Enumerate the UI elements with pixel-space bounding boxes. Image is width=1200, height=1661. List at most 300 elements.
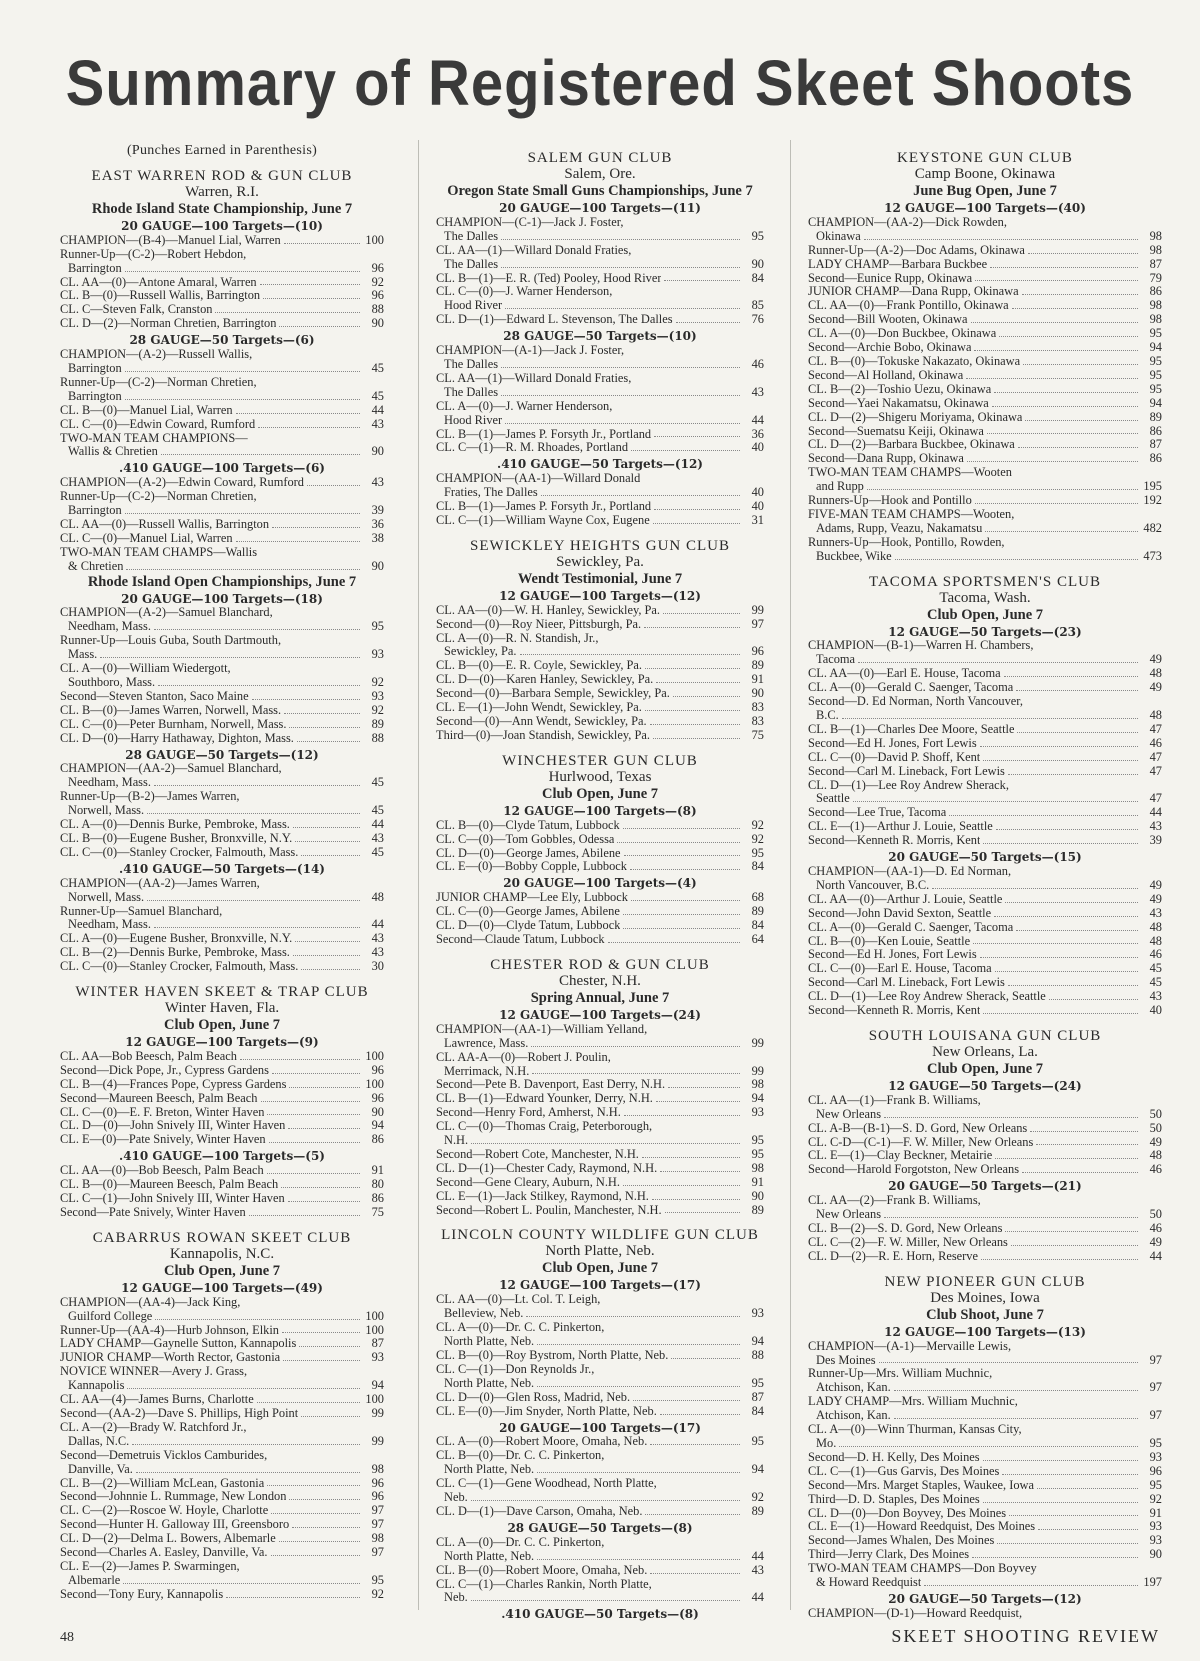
dot-leader: [284, 243, 360, 244]
dot-leader: [267, 1173, 360, 1174]
result-text: LADY CHAMP—Mrs. William Muchnic,: [808, 1395, 1018, 1409]
result-row: [60, 946, 384, 960]
result-text: CL. C—(0)—Edwin Coward, Rumford: [60, 417, 256, 431]
result-text: Okinawa: [816, 229, 861, 243]
score: 97: [1149, 1408, 1162, 1423]
dot-leader: [663, 613, 740, 614]
column-divider: [418, 140, 419, 1610]
result-row: [808, 550, 1162, 564]
score: 40: [751, 440, 764, 455]
result-row: [436, 659, 764, 673]
score: 93: [1149, 1519, 1162, 1534]
result-text: CHAMPION—(A-2)—Samuel Blanchard,: [60, 606, 273, 620]
result-row: [60, 1106, 384, 1120]
result-text: Second—Dick Pope, Jr., Cypress Gardens: [60, 1063, 269, 1077]
club-location: Chester, N.H.: [559, 972, 641, 989]
score: 46: [1149, 1221, 1162, 1235]
score: 89: [751, 1202, 764, 1217]
score: 49: [1149, 891, 1162, 906]
result-row: [808, 258, 1162, 272]
score: 96: [1149, 1463, 1162, 1478]
dot-leader: [981, 1259, 1138, 1260]
dot-leader: [645, 1514, 740, 1515]
dot-leader: [282, 1332, 360, 1333]
score: 44: [751, 412, 764, 427]
result-text: Runner-Up—(C-2)—Robert Hebdon,: [60, 247, 247, 261]
result-text: CL. D—(2)—R. E. Horn, Reserve: [808, 1249, 978, 1263]
result-row: [808, 230, 1162, 244]
result-text: Runner-Up—Louis Guba, South Dartmouth,: [60, 634, 282, 648]
result-row: [808, 1507, 1162, 1521]
result-row: [436, 891, 764, 905]
result-row: [60, 606, 384, 620]
result-row: [60, 918, 384, 932]
club-location: Winter Haven, Fla.: [164, 1000, 280, 1017]
result-text: Runner-Up—(C-2)—Norman Chretien,: [60, 375, 257, 389]
score: 90: [1149, 1547, 1162, 1562]
result-row: [60, 832, 384, 846]
result-text: CL. E—(0)—Bobby Copple, Lubbock: [436, 860, 628, 874]
score: 49: [1149, 680, 1162, 695]
result-row: [436, 1065, 764, 1079]
result-text: Mass.: [68, 648, 98, 662]
score: 99: [371, 1433, 384, 1448]
dot-leader: [125, 371, 360, 372]
dot-leader: [1004, 676, 1138, 677]
result-text: CL. A—(0)—Dr. C. C. Pinkerton,: [436, 1321, 605, 1335]
result-row: [808, 285, 1162, 299]
score: 95: [371, 1572, 384, 1587]
result-row: [60, 846, 384, 860]
result-text: CL. C—(0)—Tom Gobbles, Odessa: [436, 832, 615, 846]
result-row: [808, 792, 1162, 806]
score: 94: [751, 1334, 764, 1349]
score: 95: [751, 1375, 764, 1390]
score: 44: [751, 1590, 764, 1605]
result-row: [60, 704, 384, 718]
result-text: Neb.: [444, 1491, 468, 1505]
result-text: Fraties, The Dalles: [444, 486, 538, 500]
result-text: CL. AA—(0)—Frank Pontillo, Okinawa: [808, 299, 1009, 313]
score: 43: [371, 830, 384, 845]
result-row: [808, 976, 1162, 990]
score: 98: [371, 1531, 384, 1546]
score: 45: [371, 803, 384, 818]
result-text: CL. B—(1)—E. R. (Ted) Pooley, Hood River: [436, 271, 662, 285]
result-row: [808, 948, 1162, 962]
result-row: [808, 425, 1162, 439]
score: 96: [371, 1062, 384, 1077]
score: 90: [371, 444, 384, 459]
gauge-heading: 12 GAUGE—100 Targets—(12): [499, 588, 701, 603]
dot-leader: [249, 1215, 360, 1216]
result-row: [808, 709, 1162, 723]
score: 91: [751, 1174, 764, 1189]
result-row: [436, 905, 764, 919]
result-text: Second—D. Ed Norman, North Vancouver,: [808, 695, 1024, 709]
result-row: [436, 847, 764, 861]
result-row: [60, 1407, 384, 1421]
result-text: CL. B—(0)—Maureen Beesch, Palm Beach: [60, 1178, 279, 1192]
dot-leader: [623, 1185, 740, 1186]
result-text: CHAMPION—(A-1)—Mervaille Lewis,: [808, 1339, 1012, 1353]
dot-leader: [136, 1472, 360, 1473]
result-text: CL. C—(1)—Gus Garvis, Des Moines: [808, 1464, 1000, 1478]
score: 95: [1149, 353, 1162, 368]
result-text: Third—D. D. Staples, Des Moines: [808, 1492, 980, 1506]
result-row: [808, 216, 1162, 230]
event-title: Oregon State Small Guns Championships, June 7: [447, 183, 753, 199]
intro-note: (Punches Earned in Parenthesis): [126, 143, 318, 158]
result-text: North Platte, Neb.: [444, 1549, 535, 1563]
dot-leader: [623, 828, 740, 829]
result-text: Runner-Up—(AA-4)—Hurb Johnson, Elkin: [60, 1323, 279, 1337]
score: 99: [751, 1035, 764, 1050]
dot-leader: [650, 724, 740, 725]
result-row: [60, 620, 384, 634]
result-row: [808, 1208, 1162, 1222]
score: 48: [1149, 919, 1162, 934]
result-row: [436, 1092, 764, 1106]
dot-leader: [623, 914, 740, 915]
result-row: [436, 1148, 764, 1162]
score: 84: [751, 918, 764, 933]
result-row: [436, 400, 764, 414]
result-text: CL. C—(0)—Earl E. House, Tacoma: [808, 962, 992, 976]
result-text: Second—Carl M. Lineback, Fort Lewis: [808, 976, 1005, 990]
dot-leader: [505, 423, 740, 424]
dot-leader: [301, 1416, 360, 1417]
result-text: Belleview, Neb.: [444, 1307, 524, 1321]
result-row: [808, 779, 1162, 793]
gauge-heading: 20 GAUGE—50 Targets—(12): [888, 1591, 1082, 1606]
score: 100: [365, 1308, 384, 1323]
result-row: [436, 1293, 764, 1307]
result-text: CL. D—(0)—Glen Ross, Madrid, Neb.: [436, 1390, 631, 1404]
dot-leader: [471, 1143, 740, 1144]
dot-leader: [154, 785, 360, 786]
result-text: CL. AA—(2)—Frank B. Williams,: [808, 1194, 981, 1208]
result-row: [60, 776, 384, 790]
result-text: Second—Pate Snively, Winter Haven: [60, 1205, 246, 1219]
result-row: [436, 1120, 764, 1134]
result-row: [60, 248, 384, 262]
column-2: [436, 140, 764, 1621]
result-text: CL. A—(0)—Winn Thurman, Kansas City,: [808, 1423, 1022, 1437]
dot-leader: [307, 485, 360, 486]
result-text: Second—James Whalen, Des Moines: [808, 1534, 995, 1548]
result-text: Second—(0)—Roy Nieer, Pittsburgh, Pa.: [436, 617, 642, 631]
score: 99: [751, 602, 764, 617]
score: 92: [1149, 1491, 1162, 1506]
result-text: CL. AA—(0)—Lt. Col. T. Leigh,: [436, 1293, 601, 1307]
result-text: CHAMPION—(AA-1)—D. Ed Norman,: [808, 864, 1012, 878]
club-location: Kannapolis, N.C.: [169, 1245, 275, 1262]
dot-leader: [656, 1101, 740, 1102]
dot-leader: [997, 1543, 1138, 1544]
result-text: and Rupp: [816, 480, 864, 494]
result-row: [436, 414, 764, 428]
result-row: [60, 1192, 384, 1206]
result-row: [60, 690, 384, 704]
result-row: [60, 905, 384, 919]
result-row: [436, 244, 764, 258]
result-row: [808, 737, 1162, 751]
result-text: Needham, Mass.: [68, 776, 151, 790]
result-row: [808, 1562, 1162, 1576]
dot-leader: [505, 308, 740, 309]
club-name: WINCHESTER GUN CLUB: [502, 752, 698, 769]
result-text: CL. B—(1)—James P. Forsyth Jr., Portland: [436, 500, 652, 514]
result-row: [60, 532, 384, 546]
result-row: [436, 1051, 764, 1065]
score: 88: [751, 1348, 764, 1362]
result-text: CL. AA—(4)—James Burns, Charlotte: [60, 1393, 254, 1407]
result-text: Seattle: [816, 792, 850, 806]
dot-leader: [974, 350, 1138, 351]
dot-leader: [272, 527, 360, 528]
dot-leader: [983, 843, 1138, 844]
score: 89: [751, 1503, 764, 1518]
dot-leader: [215, 312, 360, 313]
score: 85: [751, 298, 764, 313]
score: 30: [371, 959, 384, 974]
result-row: [60, 1379, 384, 1393]
result-row: [436, 1578, 764, 1592]
dot-leader: [293, 955, 360, 956]
result-text: CL. B—(0)—Dr. C. C. Pinkerton,: [436, 1449, 605, 1463]
dot-leader: [853, 801, 1138, 802]
score: 36: [751, 426, 764, 441]
score: 43: [1149, 989, 1162, 1004]
score: 100: [365, 1048, 384, 1063]
dot-leader: [1016, 930, 1138, 931]
score: 99: [751, 1063, 764, 1078]
dot-leader: [1005, 1231, 1138, 1232]
score: 95: [371, 619, 384, 634]
gauge-heading: 20 GAUGE—50 Targets—(15): [888, 850, 1082, 865]
result-text: CL. AA—(0)—Antone Amaral, Warren: [60, 275, 257, 289]
dot-leader: [676, 322, 740, 323]
dot-leader: [252, 699, 360, 700]
result-text: Needham, Mass.: [68, 620, 151, 634]
result-text: Runners-Up—Hook and Pontillo: [808, 494, 972, 508]
dot-leader: [631, 900, 740, 901]
score: 90: [371, 1104, 384, 1119]
result-row: [60, 1310, 384, 1324]
result-row: [60, 1324, 384, 1338]
dot-leader: [541, 495, 740, 496]
result-row: [808, 1423, 1162, 1437]
result-text: CHAMPION—(C-1)—Jack J. Foster,: [436, 215, 624, 229]
result-row: [808, 667, 1162, 681]
result-row: [808, 1395, 1162, 1409]
result-text: Second—Eunice Rupp, Okinawa: [808, 271, 973, 285]
score: 49: [1149, 877, 1162, 892]
score: 94: [1149, 340, 1162, 355]
score: 43: [371, 945, 384, 960]
result-text: CL. D—(1)—Lee Roy Andrew Sherack,: [808, 778, 1009, 792]
dot-leader: [292, 1527, 360, 1528]
gauge-heading: 20 GAUGE—100 Targets—(10): [121, 218, 323, 233]
result-text: CL. E—(2)—James P. Swarmingen,: [60, 1559, 240, 1573]
dot-leader: [1037, 1488, 1138, 1489]
dot-leader: [257, 1402, 360, 1403]
result-row: [808, 1094, 1162, 1108]
result-text: Second—Claude Tatum, Lubbock: [436, 932, 605, 946]
score: 90: [371, 558, 384, 573]
result-row: [808, 1534, 1162, 1548]
result-row: [808, 1607, 1162, 1621]
score: 45: [1149, 975, 1162, 990]
result-text: & Chretien: [68, 559, 124, 573]
result-row: [436, 1321, 764, 1335]
result-text: CL. D—(0)—Harry Hathaway, Dighton, Mass.: [60, 731, 294, 745]
dot-leader: [617, 842, 740, 843]
dot-leader: [975, 280, 1138, 281]
result-row: [60, 1296, 384, 1310]
result-text: Second—Robert Cote, Manchester, N.H.: [436, 1147, 639, 1161]
dot-leader: [983, 1460, 1138, 1461]
dot-leader: [260, 284, 360, 285]
club-location: Sewickley, Pa.: [556, 553, 644, 570]
result-text: FIVE-MAN TEAM CHAMPS—Wooten,: [808, 507, 1015, 521]
score: 44: [371, 402, 384, 417]
result-text: Runner-Up—(C-2)—Norman Chretien,: [60, 490, 257, 504]
result-text: Second—Carl M. Lineback, Fort Lewis: [808, 764, 1005, 778]
result-row: [436, 1405, 764, 1419]
result-row: [808, 341, 1162, 355]
dot-leader: [1012, 308, 1138, 309]
score: 50: [1149, 1120, 1162, 1135]
result-text: Second—Lee True, Tacoma: [808, 806, 947, 820]
result-text: Runner-Up—(A-2)—Doc Adams, Okinawa: [808, 243, 1025, 257]
gauge-heading: 28 GAUGE—50 Targets—(12): [125, 747, 319, 762]
result-row: [436, 386, 764, 400]
result-row: [60, 634, 384, 648]
gauge-heading: 28 GAUGE—50 Targets—(8): [507, 1520, 693, 1535]
score: 89: [1149, 409, 1162, 424]
score: 45: [371, 360, 384, 375]
dot-leader: [985, 531, 1138, 532]
score: 31: [751, 512, 764, 527]
result-text: CL. D—(2)—Barbara Buckbee, Okinawa: [808, 438, 1015, 452]
result-row: [808, 820, 1162, 834]
dot-leader: [1049, 999, 1138, 1000]
result-text: CL. D—(2)—Norman Chretien, Barrington: [60, 317, 277, 331]
result-row: [808, 480, 1162, 494]
club-location: Tacoma, Wash.: [939, 589, 1031, 606]
result-row: [436, 1349, 764, 1363]
dot-leader: [987, 433, 1138, 434]
score: 48: [1149, 708, 1162, 722]
result-text: CL. D—(1)—Lee Roy Andrew Sherack, Seattle: [808, 990, 1046, 1004]
result-row: [808, 935, 1162, 949]
result-row: [436, 1023, 764, 1037]
result-text: CL. B—(0)—James Warren, Norwell, Mass.: [60, 703, 282, 717]
result-text: CL. B—(0)—Roy Bystrom, North Platte, Neb.: [436, 1349, 669, 1362]
gauge-heading: 28 GAUGE—50 Targets—(10): [503, 329, 697, 344]
dot-leader: [295, 941, 360, 942]
result-row: [436, 1449, 764, 1463]
result-text: Second—Ed H. Jones, Fort Lewis: [808, 948, 977, 962]
result-text: Buckbee, Wike: [816, 549, 892, 563]
dot-leader: [644, 627, 740, 628]
result-text: CL. A—(0)—William Wiedergott,: [60, 662, 231, 676]
result-text: CL. A—(0)—Dennis Burke, Pembroke, Mass.: [60, 818, 290, 832]
dot-leader: [884, 1217, 1138, 1218]
score: 100: [365, 1392, 384, 1407]
score: 45: [371, 388, 384, 403]
score: 94: [751, 1462, 764, 1477]
result-text: TWO-MAN TEAM CHAMPS—Don Boyvey: [808, 1562, 1037, 1576]
score: 47: [1149, 791, 1162, 806]
score: 93: [751, 1105, 764, 1120]
result-row: [60, 1421, 384, 1435]
result-text: CHAMPION—(AA-1)—William Yelland,: [436, 1022, 648, 1036]
result-text: North Platte, Neb.: [444, 1335, 535, 1349]
event-title: June Bug Open, June 7: [913, 183, 1057, 199]
dot-leader: [283, 1360, 360, 1361]
result-text: CL. A—(0)—J. Warner Henderson,: [436, 399, 613, 413]
result-text: CL. C—(1)—William Wayne Cox, Eugene: [436, 513, 650, 527]
result-row: [436, 687, 764, 701]
result-row: [60, 317, 384, 331]
club-name: TACOMA SPORTSMEN'S CLUB: [869, 573, 1101, 590]
gauge-heading: 20 GAUGE—100 Targets—(4): [503, 876, 697, 891]
dot-leader: [660, 1414, 740, 1415]
result-text: CL. A—(0)—Don Buckbee, Okinawa: [808, 327, 997, 341]
dot-leader: [289, 1087, 360, 1088]
result-text: CL. C—(1)—R. M. Rhoades, Portland: [436, 441, 629, 455]
result-text: Second—Ed H. Jones, Fort Lewis: [808, 736, 977, 750]
dot-leader: [654, 436, 740, 437]
score: 45: [371, 844, 384, 859]
score: 97: [371, 1503, 384, 1518]
result-row: [60, 1206, 384, 1220]
dot-leader: [642, 1157, 740, 1158]
score: 43: [751, 1562, 764, 1577]
dot-leader: [261, 1101, 361, 1102]
score: 76: [751, 312, 764, 327]
score: 43: [1149, 819, 1162, 834]
result-row: [808, 1520, 1162, 1534]
dot-leader: [630, 869, 740, 870]
result-text: Second—Suematsu Keiji, Okinawa: [808, 424, 984, 438]
result-text: Second—Charles A. Easley, Danville, Va.: [60, 1546, 268, 1560]
dot-leader: [656, 682, 740, 683]
gauge-heading: 12 GAUGE—100 Targets—(13): [884, 1324, 1086, 1339]
result-row: [436, 933, 764, 947]
result-text: Danville, Va.: [68, 1462, 133, 1476]
dot-leader: [645, 668, 740, 669]
result-text: CL. B—(0)—E. R. Coyle, Sewickley, Pa.: [436, 659, 643, 673]
result-text: Third—(0)—Joan Standish, Sewickley, Pa.: [436, 728, 650, 742]
dot-leader: [147, 900, 360, 901]
result-row: [436, 486, 764, 500]
result-text: Second—Yaei Nakamatsu, Okinawa: [808, 396, 989, 410]
result-row: [808, 438, 1162, 452]
score: 87: [751, 1389, 764, 1404]
dot-leader: [288, 1128, 360, 1129]
score: 94: [751, 1091, 764, 1106]
gauge-heading: 12 GAUGE—100 Targets—(8): [503, 803, 697, 818]
result-text: Second—Bill Wooten, Okinawa: [808, 313, 968, 327]
score: 43: [751, 384, 764, 399]
result-text: CL. B—(1)—Edward Younker, Derry, N.H.: [436, 1092, 653, 1106]
dot-leader: [624, 1115, 740, 1116]
dot-leader: [894, 1418, 1138, 1419]
